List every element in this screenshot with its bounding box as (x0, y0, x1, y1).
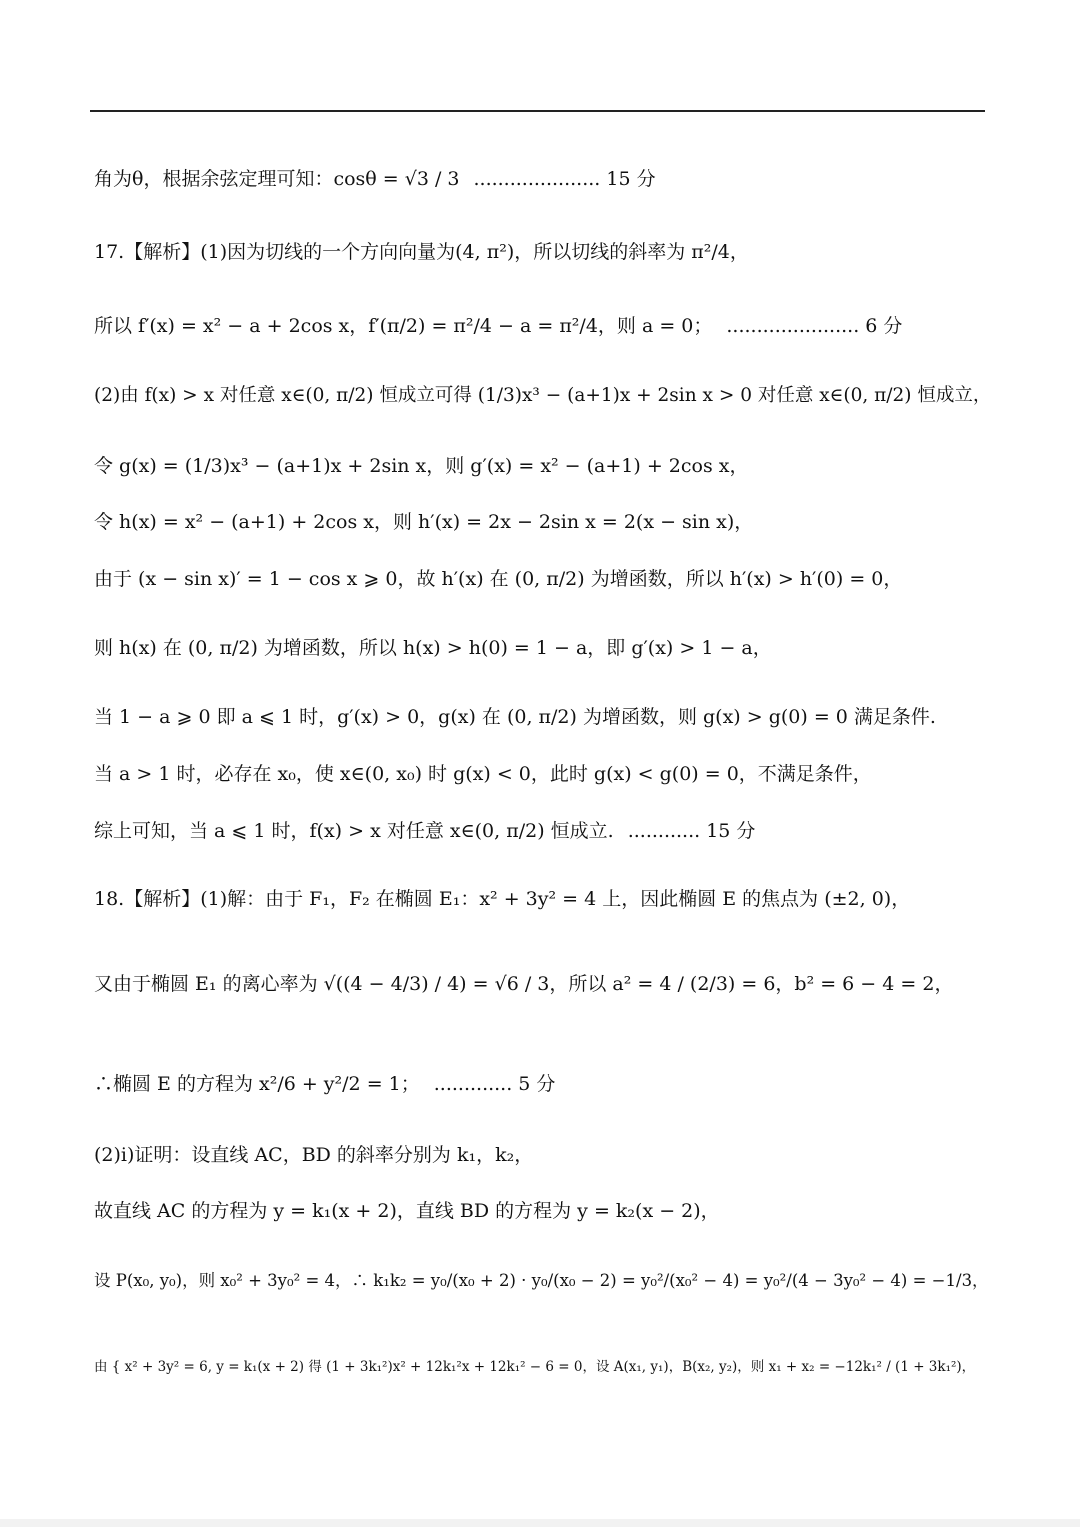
text-line-5 (94, 452, 1020, 479)
score-note: ...................... 6 分 (726, 315, 903, 337)
score-note: ..................... 15 分 (473, 168, 656, 190)
line-text: 17.【解析】(1)因为切线的一个方向向量为(4, π²)，所以切线的斜率为 π²/4， (94, 241, 749, 263)
page-bottom-edge (0, 1519, 1080, 1527)
text-line-10 (94, 760, 1020, 787)
line-text: (2)i)证明：设直线 AC，BD 的斜率分别为 k₁，k₂， (94, 1144, 534, 1166)
line-text: 角为θ，根据余弦定理可知：cosθ = √3 / 3 (94, 168, 460, 190)
line-text: (2)由 f(x) > x 对任意 x∈(0, π/2) 恒成立可得 (1/3)x³ − (a+1)x + 2sin x > 0 对任意 x∈(0, π/2) 恒成立， (94, 385, 992, 406)
text-line-1 (94, 165, 1020, 192)
text-line-8 (94, 634, 1020, 661)
line-text: 则 h(x) 在 (0, π/2) 为增函数，所以 h(x) > h(0) = 1 − a，即 g′(x) > 1 − a， (94, 637, 772, 659)
text-line-14 (94, 1070, 1020, 1097)
line-text: 由于 (x − sin x)′ = 1 − cos x ⩾ 0，故 h′(x) 在 (0, π/2) 为增函数，所以 h′(x) > h′(0) = 0， (94, 568, 903, 590)
line-text: 综上可知，当 a ⩽ 1 时，f(x) > x 对任意 x∈(0, π/2) 恒成立. (94, 820, 614, 842)
text-line-7 (94, 565, 1020, 592)
text-line-4 (94, 383, 1020, 409)
line-text: 当 1 − a ⩾ 0 即 a ⩽ 1 时，g′(x) > 0，g(x) 在 (0, π/2) 为增函数，则 g(x) > g(0) = 0 满足条件. (94, 706, 936, 728)
score-note: ............ 15 分 (627, 820, 756, 842)
line-text: 所以 f′(x) = x² − a + 2cos x，f′(π/2) = π²/4 − a = π²/4，则 a = 0； (94, 315, 713, 337)
text-line-16 (94, 1197, 1020, 1224)
text-line-12 (94, 885, 1020, 912)
text-line-18 (94, 1353, 1020, 1380)
text-line-13 (94, 970, 1020, 997)
line-text: ∴椭圆 E 的方程为 x²/6 + y²/2 = 1； (94, 1073, 420, 1095)
line-text: 由 { x² + 3y² = 6, y = k₁(x + 2) 得 (1 + 3k₁²)x² + 12k₁²x + 12k₁² − 6 = 0，设 A(x₁, y₁)，B(x₂, y₂)，则 x₁ + x₂ = −12k₁² / (1 + 3k₁²)， (94, 1358, 976, 1375)
line-text: 又由于椭圆 E₁ 的离心率为 √((4 − 4/3) / 4) = √6 / 3，所以 a² = 4 / (2/3) = 6，b² = 6 − 4 = 2， (94, 973, 954, 995)
line-text: 18.【解析】(1)解：由于 F₁，F₂ 在椭圆 E₁：x² + 3y² = 4 上，因此椭圆 E 的焦点为 (±2, 0)， (94, 888, 911, 910)
text-line-2 (94, 238, 1020, 265)
text-line-17 (94, 1267, 1020, 1294)
line-text: 设 P(x₀, y₀)，则 x₀² + 3y₀² = 4，∴ k₁k₂ = y₀/(x₀ + 2) · y₀/(x₀ − 2) = y₀²/(x₀² − 4) = y₀²/(4 − 3y₀² − 4) = −1/3， (94, 1270, 989, 1290)
score-note: ............. 5 分 (433, 1073, 556, 1095)
text-line-3 (94, 312, 1020, 339)
header-rule (90, 110, 985, 112)
line-text: 故直线 AC 的方程为 y = k₁(x + 2)，直线 BD 的方程为 y = k₂(x − 2)， (94, 1200, 720, 1222)
text-line-6 (94, 508, 1020, 535)
text-line-15 (94, 1141, 1020, 1168)
line-text: 当 a > 1 时，必存在 x₀，使 x∈(0, x₀) 时 g(x) < 0，此时 g(x) < g(0) = 0，不满足条件， (94, 763, 872, 785)
line-text: 令 g(x) = (1/3)x³ − (a+1)x + 2sin x，则 g′(x) = x² − (a+1) + 2cos x， (94, 455, 749, 477)
text-line-11 (94, 817, 1020, 844)
line-text: 令 h(x) = x² − (a+1) + 2cos x，则 h′(x) = 2x − 2sin x = 2(x − sin x)， (94, 511, 754, 533)
text-line-9 (94, 703, 1020, 730)
